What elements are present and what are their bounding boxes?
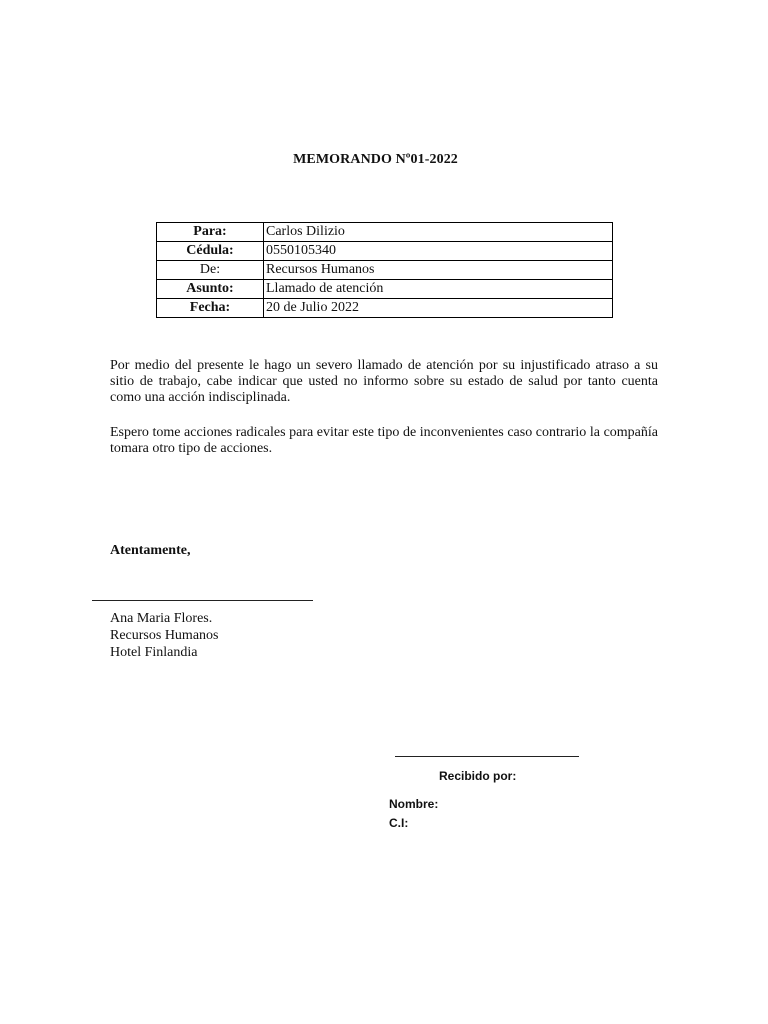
table-row xyxy=(157,242,613,261)
receipt-signature-line xyxy=(395,756,579,757)
field-value-cedula: 0550105340 xyxy=(264,242,613,261)
field-label-de: De: xyxy=(157,261,264,280)
signer-company: Hotel Finlandia xyxy=(110,645,198,660)
field-value-para: Carlos Dilizio xyxy=(264,223,613,242)
memo-info-table xyxy=(156,222,613,318)
signature-line xyxy=(92,600,313,601)
table-row xyxy=(157,299,613,318)
table-row xyxy=(157,223,613,242)
table-row xyxy=(157,280,613,299)
signer-department: Recursos Humanos xyxy=(110,628,219,643)
memo-title: MEMORANDO Nº01-2022 xyxy=(293,152,458,167)
field-value-de: Recursos Humanos xyxy=(264,261,613,280)
field-value-fecha: 20 de Julio 2022 xyxy=(264,299,613,318)
received-by-label: Recibido por: xyxy=(439,769,517,783)
receiver-name-label: Nombre: xyxy=(389,797,439,811)
table-row xyxy=(157,261,613,280)
body-paragraph-1: Por medio del presente le hago un severo llamado de atención por su injustificado atraso a su sitio de trabajo, cabe indicar que usted no informo sobre su estado de salud por tanto cuenta como una acción indisciplinada. xyxy=(110,358,658,405)
body-paragraph-2: Espero tome acciones radicales para evitar este tipo de inconvenientes caso contrario la compañía tomara otro tipo de acciones. xyxy=(110,425,658,456)
field-label-para: Para: xyxy=(157,223,264,242)
closing: Atentamente, xyxy=(110,543,191,558)
signature-block xyxy=(110,610,219,661)
field-value-asunto: Llamado de atención xyxy=(264,280,613,299)
receiver-ci-label: C.I: xyxy=(389,816,409,830)
signer-name: Ana Maria Flores. xyxy=(110,611,213,626)
field-label-fecha: Fecha: xyxy=(157,299,264,318)
field-label-cedula: Cédula: xyxy=(157,242,264,261)
field-label-asunto: Asunto: xyxy=(157,280,264,299)
